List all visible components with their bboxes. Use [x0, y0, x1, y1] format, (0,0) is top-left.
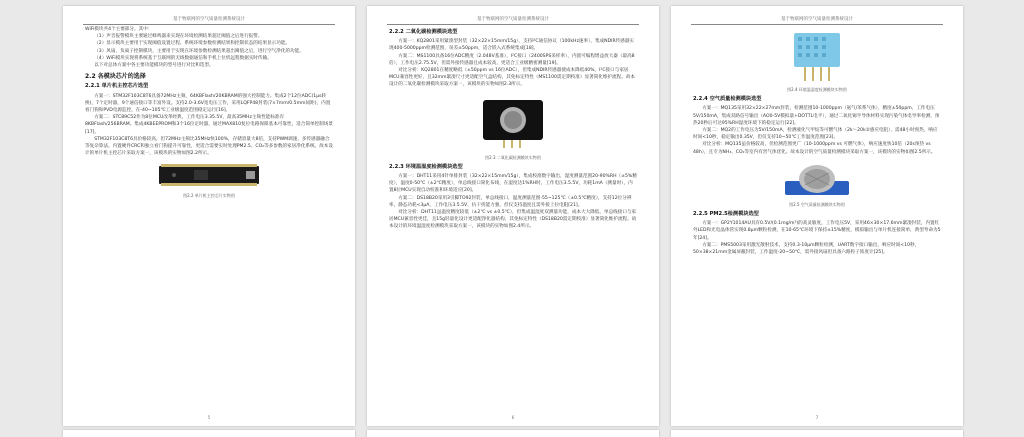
- page-header: 基于物联网的空气质量检测系统设计: [691, 16, 943, 25]
- paragraph: STM32F103C8T6具价格较高，但72MHz主频比35MHz快100%，存储容量大8倍，支持PWM调速、多传感器融合等复杂算法。内置硬件CRC和独立看门狗提升可靠性，更适合需要实时处理PM2.5、CO₂等多参数的家居净化系统。故本设计的单片机主控芯片采取方案一，该模块的实物如图2.2所示。: [85, 136, 333, 157]
- page-header: 基于物联网的空气质量检测系统设计: [83, 16, 335, 25]
- figure-mcu-board: [85, 160, 333, 199]
- figure-co2-sensor: [389, 92, 637, 161]
- paragraph: 对比分析：MQ135虽价格较高，但检测范围更广（10-1000ppm vs 可燃气体），响应速度快10倍（20s预热 vs 48h），且专为NH₃、CO₂等室内有害气体优化。故本设计的空气质量检测模块采取方案一，该模块的实物如图2.5所示。: [693, 142, 936, 155]
- next-page-edge: [367, 430, 659, 437]
- co2-sensor-image: [473, 92, 553, 152]
- paragraph: 方案一：STM32F103C8T6具备72MHz主频，64KBFlash/20KBRAM的强大控制能力。集成2个12位ADC(1μs转换)，7个定时器，9个通信接口等丰富外设。支持2.0-3.6V宽电压工作，采用LQFP48封装(7×7mm/0.5mm间距)，内置看门狗和PVD电源监控，在-40~105℃工业级温度范围稳定运行[16]。: [85, 93, 331, 114]
- page-number: 7: [815, 415, 819, 420]
- subsection-heading: 2.2.3 环境温湿度检测模块选型: [389, 163, 463, 170]
- paragraph: （1）声音报警模块主要通过蜂鸣器来实现在环境检测结果超过阈值之后进行报警。: [94, 34, 263, 40]
- paragraph: 方案一：MQ135采用32×22×27mm封装，检测范围10-1000ppm（氨气/苯系气体），精度±50ppm，工作电压5V/150mA，集成双路信号输出（AO0-5V模拟量+DOTTL电平），通过二氧化锡半导体材料实现污染气体电导率检测，预热20秒后可达95%RH湿度环境下的稳定运行[22]。: [693, 106, 940, 126]
- paragraph: （4）WiFi模块实现将系统基于互联网的无线数据通信和手机上位机远程数据实时传输。: [94, 55, 272, 61]
- subsection-heading: 2.2.5 PM2.5检测模块选型: [693, 211, 759, 218]
- figure-caption: 图2.4 环境温湿度检测模块实物图: [787, 87, 847, 92]
- subsection-heading: 2.2.2 二氧化碳检测模块选型: [389, 29, 458, 35]
- document-page-2: [367, 6, 659, 426]
- paragraph: 方案二：PMS5003采用激光散射技术，支持0.3-10μm颗粒检测，UART数字接口输出，响应时间<10秒，50×38×21mm金属屏蔽封装，工作温度-20~50℃，需外接风扇但具备六路粒子浓度计[25]。: [693, 242, 920, 256]
- paragraph: 方案二：MQ2的工作电压为5V/150mA，检测液化气甲烷等可燃气体（2k～20k②感应电阻），需48小时预热，响应时间<10秒，稳定输出0.35V，但仅支持10~50℃工作温度范围[23]。: [693, 128, 938, 141]
- section-heading: 2.2 各模块芯片的选择: [85, 73, 146, 81]
- mcu-board-image: [154, 160, 264, 190]
- page-number: 6: [511, 415, 515, 420]
- paragraph: 方案二：MS1100具备16位ADC精度（2.048V基准），I²C接口（2400SPS采样率），内置可编程增益放大器（最高8倍），工作电压2.75.5V，但需外接传感器且成本较高，更适合工业级精密测量[19]。: [389, 53, 635, 66]
- paragraph: 方案一：GP2Y1014AU具有0.5V/(0.1mg/m³)的高灵敏度，工作电压5V，采用46×30×17.6mm紧凑封装，内置红外LED和光电晶体管实现0.8μm颗粒检测，在10-65℃环境下保持±15%精度，模拟输出与单片机连接简单，典型寿命为5年[24]。: [693, 221, 941, 241]
- paragraph: 方案二：DS18B20采用3引脚TO92封装，单总线接口，温度测量范围-55~125℃（±0.5℃精度），支持12位分辨率，静态功耗<3μA，工作电压3.5.5V，抗干扰能力强，但仅支持温度且需外接上拉电阻[21]。: [389, 195, 632, 208]
- paragraph: 方案一：KQ2801采用紧凑型封装（32×22×15mm/15g），支持I²C通信协议（100kHz速率），集成NDIR传感器实现400-5000ppm检测范围，误差±50ppm，适合嵌入式系统集成[18]。: [389, 39, 635, 52]
- paragraph: 方案二：STC89C52作为8位MCU改革经典，工作电压3.35.5V，最高35MHz主频性能标准有8KBFlash/256BRAM。集成4KBEEPROM和3个16位定时器，通过MAX810复位电路保障基本可靠性，适合简单控制场景[17]。: [85, 115, 333, 135]
- paragraph: 对比分析：DHT11虽温度精度较低（±2℃ vs ±0.5℃），但集成温湿度双测量功能，成本大大降低，单总线接口与家居MCU兼容性更佳，且15g轻量化设计更适配净化器结构，其免标定特性（DS18B20需定期校准）显著简化维护流程。故本设计的环境温湿度检测模块采取方案一，该模块的实物如图2.4所示。: [389, 210, 637, 230]
- next-page-edge: [63, 430, 355, 437]
- subsection-heading: 2.2.1 单片机主控芯片选型: [85, 83, 149, 90]
- paragraph: 方案一：DHT11采用4针单排封装（32×22×15mm/15g），集成校准数字输出，湿度测量范围20-90%RH（±5%精度），温度0-50℃（±2℃精度），单总线接口简化布线，在湿度达1%RH时，工作电压3.5.5V，功耗1mA（测量时），内置8位MCU实现自动校准和环境适应[20]。: [389, 174, 637, 194]
- figure-caption: 图2.5 空气质量检测模块实物图: [789, 201, 845, 207]
- mq135-sensor-image: [777, 159, 857, 199]
- subsection-heading: 2.2.4 空气质量检测模块选型: [693, 96, 762, 103]
- paragraph: 以下对总体方案中各主要功能模块的型号进行对比和选型。: [94, 63, 214, 69]
- next-page-edge: [671, 430, 963, 437]
- page-number: 5: [207, 415, 211, 420]
- paragraph: 对比分析：KQ2801在精度略低（±50ppm vs 16位ADC），但集成NDIR传感器使成本降低40%，I²C接口与家居MCU兼容性更好，且32mm紧凑尺寸更适配空气盒结构，其免标定特性（MS1100需定期校准）显著简化维护流程。故本设计的二氧化碳检测模块采取方案一，该模块的实物如图2.3所示。: [389, 68, 636, 88]
- figure-dht11-sensor: [693, 29, 941, 93]
- paragraph: （3）风扇、负离子控制模块，主要用于实现在环境参数检测结果超出阈值之后，进行空气净化的功能。: [94, 48, 304, 54]
- figure-mq135-sensor: [693, 159, 941, 208]
- dht11-sensor-image: [782, 29, 852, 84]
- paragraph: （2）显示模块主要用于实现阈值设置过程、系统环境参数检测结果和控制状态的结果显示功能。: [94, 41, 291, 47]
- figure-caption: 图2.3 二氧化碳检测模块实物图: [485, 154, 541, 160]
- document-page-1: [63, 6, 355, 426]
- paragraph: WiFi模块共4个主要部分。其中：: [85, 27, 153, 32]
- figure-caption: 图2.2 单片机主控芯片实物图: [183, 193, 235, 199]
- document-page-3: [671, 6, 963, 426]
- page-header: 基于物联网的空气质量检测系统设计: [387, 16, 639, 25]
